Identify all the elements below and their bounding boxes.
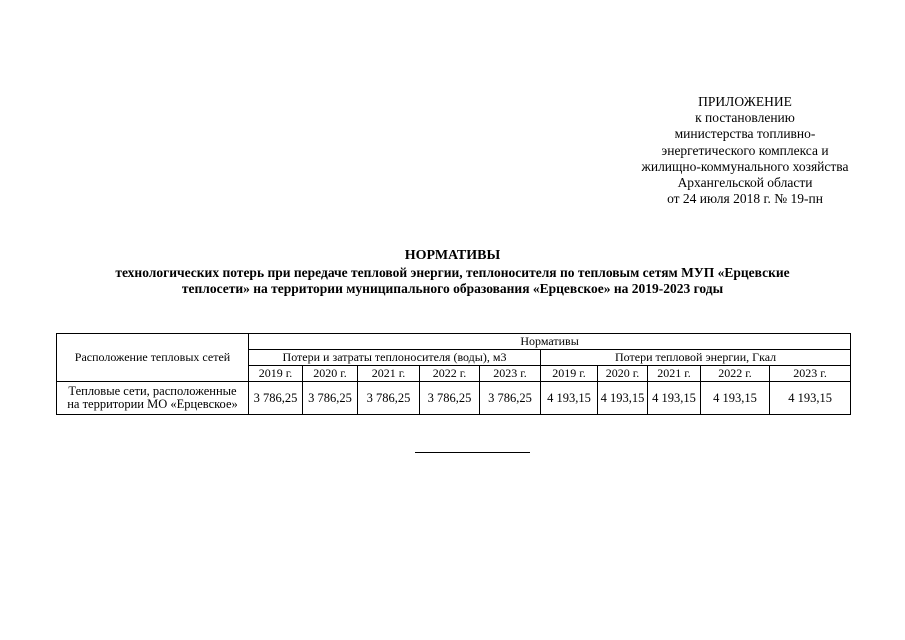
appendix-line: к постановлению: [695, 110, 795, 126]
value-cell: 3 786,25: [249, 382, 303, 415]
heat-loss-header: Потери тепловой энергии, Гкал: [541, 350, 851, 366]
year-header: 2019 г.: [541, 366, 598, 382]
closing-divider: [415, 452, 530, 453]
value-cell: 4 193,15: [701, 382, 770, 415]
location-line-1: Тепловые сети, расположенные: [68, 384, 237, 398]
appendix-date-number: от 24 июля 2018 г. № 19-пн: [667, 191, 823, 207]
location-header: Расположение тепловых сетей: [57, 334, 249, 382]
year-header: 2021 г.: [358, 366, 420, 382]
coolant-loss-header: Потери и затраты теплоносителя (воды), м3: [249, 350, 541, 366]
appendix-line: энергетического комплекса и: [661, 142, 829, 158]
appendix-line: Архангельской области: [677, 175, 813, 191]
location-line-2: на территории МО «Ерцевское»: [67, 397, 238, 411]
value-cell: 4 193,15: [598, 382, 648, 415]
table-header-row: [57, 334, 851, 350]
table-row: [57, 382, 851, 415]
year-header: 2023 г.: [480, 366, 541, 382]
title-line-2: теплосети» на территории муниципального образования «Ерцевское» на 2019-2023 годы: [181, 281, 724, 296]
year-header: 2022 г.: [420, 366, 480, 382]
year-header: 2020 г.: [303, 366, 358, 382]
norms-table: [56, 333, 851, 415]
value-cell: 4 193,15: [541, 382, 598, 415]
norms-header: Нормативы: [249, 334, 851, 350]
year-header: 2021 г.: [648, 366, 701, 382]
value-cell: 4 193,15: [648, 382, 701, 415]
year-header: 2022 г.: [701, 366, 770, 382]
appendix-line: министерства топливно-: [674, 126, 816, 142]
appendix-line: жилищно-коммунального хозяйства: [641, 158, 849, 174]
value-cell: 3 786,25: [420, 382, 480, 415]
value-cell: 3 786,25: [358, 382, 420, 415]
location-name: [57, 382, 249, 415]
title-heading: НОРМАТИВЫ: [404, 248, 501, 263]
year-header: 2019 г.: [249, 366, 303, 382]
appendix-title: ПРИЛОЖЕНИЕ: [698, 94, 792, 109]
document-title: [40, 248, 865, 298]
year-header: 2023 г.: [770, 366, 851, 382]
value-cell: 3 786,25: [480, 382, 541, 415]
appendix-block: [560, 94, 905, 207]
title-line-1: технологических потерь при передаче тепловой энергии, теплоносителя по тепловым сетям МУП «Ерцевские: [115, 264, 790, 280]
value-cell: 4 193,15: [770, 382, 851, 415]
year-header: 2020 г.: [598, 366, 648, 382]
value-cell: 3 786,25: [303, 382, 358, 415]
